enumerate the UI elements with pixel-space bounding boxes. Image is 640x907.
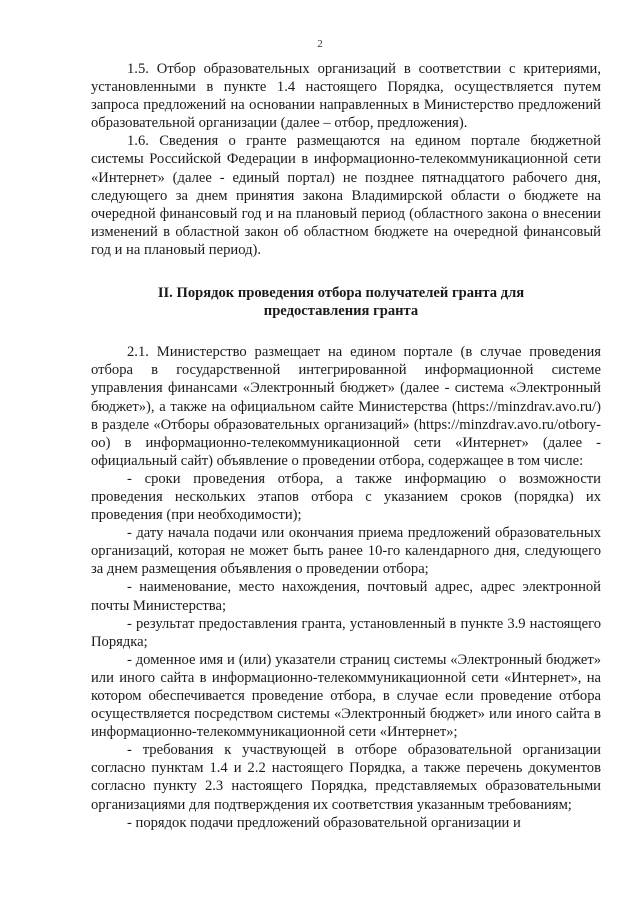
bullet-item-5: - доменное имя и (или) указатели страниц системы «Электронный бюджет» или иного сайта в информационно-телекоммуникационной сети «Интернет», на котором обеспечивается проведение отбора, в случае если проведение отбора осуществляется посредством системы «Электронный бюджет» или иного сайта в информационно-телекоммуникационной сети «Интернет»;	[91, 651, 601, 741]
bullet-item-1: - сроки проведения отбора, а также информацию о возможности проведения нескольких этапов отбора с указанием сроков (порядка) их проведения (при необходимости);	[91, 470, 601, 524]
bullet-item-3: - наименование, место нахождения, почтовый адрес, адрес электронной почты Министерства;	[91, 579, 601, 614]
bullet-item-7: - порядок подачи предложений образовательной организации и	[127, 814, 521, 831]
document-body	[91, 60, 601, 832]
paragraph-2-1: 2.1. Министерство размещает на едином портале (в случае проведения отбора в государственной интегрированной информационной системе управления финансами «Электронный бюджет» (далее - система «Электронный бюджет»), а также на официальном сайте Министерства (https://minzdrav.avo.ru/) в разделе «Отборы образовательных организаций» (https://minzdrav.avo.ru/otbory-oo) в информационно-телекоммуникационной сети «Интернет» (далее - официальный сайт) объявление о проведении отбора, содержащее в том числе:	[91, 344, 601, 469]
paragraph-1-6: 1.6. Сведения о гранте размещаются на едином портале бюджетной системы Российской Федерации в информационно-телекоммуникационной сети «Интернет» (далее - единый портал) не позднее пятнадцатого рабочего дня, следующего за днем принятия закона Владимирской области о бюджете на очередной финансовый год и на плановый период (областного закона о внесении изменений в областной закон об областном бюджете на очередной финансовый год и на плановый период).	[91, 133, 601, 258]
paragraph-1-5: 1.5. Отбор образовательных организаций в соответствии с критериями, установленными в пункте 1.4 настоящего Порядка, осуществляется путем запроса предложений на основании направленных в Министерство предложений образовательной организации (далее – отбор, предложения).	[91, 61, 601, 132]
bullet-item-6: - требования к участвующей в отборе образовательной организации согласно пунктам 1.4 и 2.2 настоящего Порядка, а также перечень документов согласно пункту 2.3 настоящего Порядка, представляемых образовательными организациями для подтверждения их соответствия указанным требованиям;	[91, 742, 601, 813]
page-number: 2	[317, 38, 323, 50]
bullet-item-2: - дату начала подачи или окончания приема предложений образовательных организаций, которая не может быть ранее 10-го календарного дня, следующего за днем размещения объявления о проведении отбора;	[91, 525, 601, 578]
bullet-item-4: - результат предоставления гранта, установленный в пункте 3.9 настоящего Порядка;	[91, 615, 601, 650]
section-heading: II. Порядок проведения отбора получателей гранта для предоставления гранта	[157, 285, 525, 320]
